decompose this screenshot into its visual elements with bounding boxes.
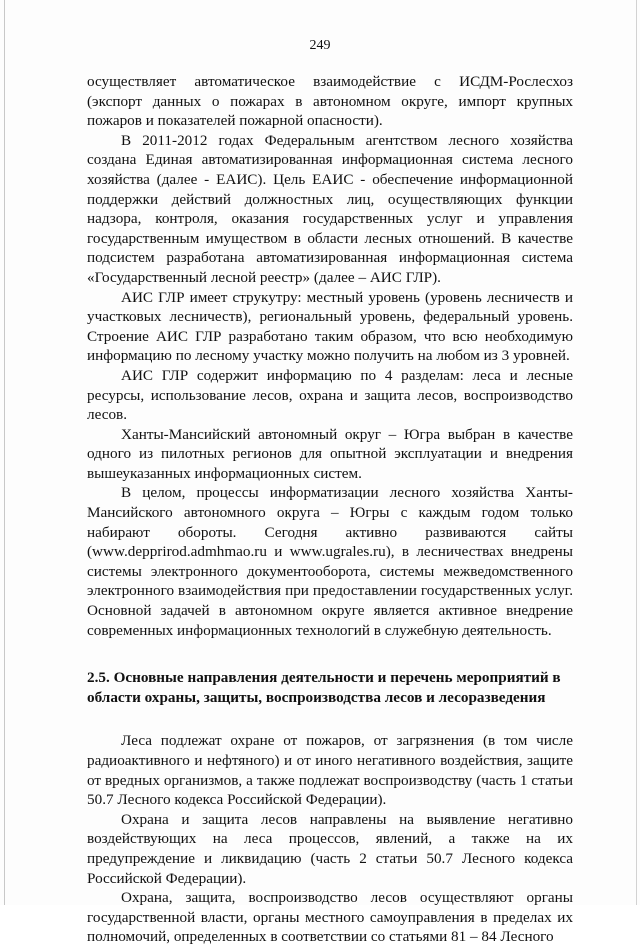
paragraph: осуществляет автоматическое взаимодействие с ИСДМ-Рослесхоз (экспорт данных о пожарах в автономном округе, импорт крупных пожаров и показателей пожарной опасности). — [87, 73, 573, 130]
paragraph: АИС ГЛР содержит информацию по 4 разделам: леса и лесные ресурсы, использование лесов, охрана и защита лесов, воспроизводство лесов. — [87, 366, 573, 424]
section-heading: 2.5. Основные направления деятельности и перечень мероприятий в области охраны, защиты, воспроизводства лесов и лесоразведения — [87, 669, 561, 706]
paragraph: Леса подлежат охране от пожаров, от загрязнения (в том числе радиоактивного и нефтяного) и от иного негативного воздействия, защите от вредных организмов, а также подлежат воспроизводству (часть 1 статьи 50.7 Лесного кодекса Российской Федерации). — [87, 732, 573, 809]
paragraph: Охрана и защита лесов направлены на выявление негативно воздействующих на леса процессов, явлений, а также на их предупреждение и ликвидацию (часть 2 статьи 50.7 Лесного кодекса Российской Федерации). — [87, 810, 573, 887]
paragraph: АИС ГЛР имеет струкутру: местный уровень (уровень лесничеств и участковых лесничеств), региональный уровень, федеральный уровень. Строение АИС ГЛР разработано таким образом, что всю необходимую информацию по лесному участку можно получить на любом из 3 уровней. — [87, 288, 573, 365]
paragraph: Ханты-Мансийский автономный округ – Югра выбран в качестве одного из пилотных регионов для опытной эксплуатации и внедрения вышеуказанных информационных систем. — [87, 425, 573, 482]
paragraph: Охрана, защита, воспроизводство лесов осуществляют органы государственной власти, органы местного самоуправления в пределах их полномочий, определенных в соответствии со статьями 81 – 84 Лесного — [87, 889, 573, 946]
page-number: 249 — [309, 38, 331, 53]
scan-edge-right — [636, 0, 637, 905]
document-body — [87, 72, 573, 947]
paragraph: В 2011-2012 годах Федеральным агентством лесного хозяйства создана Единая автоматизированная информационная система лесного хозяйства (далее - ЕАИС). Цель ЕАИС - обеспечение информационной поддержки действий должностных лиц, осуществляющих функции надзора, контроля, оказания государственных услуг и управления государственным имуществом в области лесных отношений. В качестве подсистем разработана автоматизированная информационная система «Государственный лесной реестр» (далее – АИС ГЛР). — [87, 131, 573, 286]
scan-edge-left — [4, 0, 5, 905]
paragraph: В целом, процессы информатизации лесного хозяйства Ханты-Мансийского автономного округа – Югры с каждым годом только набирают обороты. Сегодня активно развиваются сайты (www.depprirod.admhmao.ru и www.ugrales.ru), в лесничествах внедрены системы электронного документооборота, системы межведомственного электронного взаимодействия при предоставлении государственных услуг. Основной задачей в автономном округе является активное внедрение современных информационных технологий в служебную деятельность. — [87, 484, 573, 639]
